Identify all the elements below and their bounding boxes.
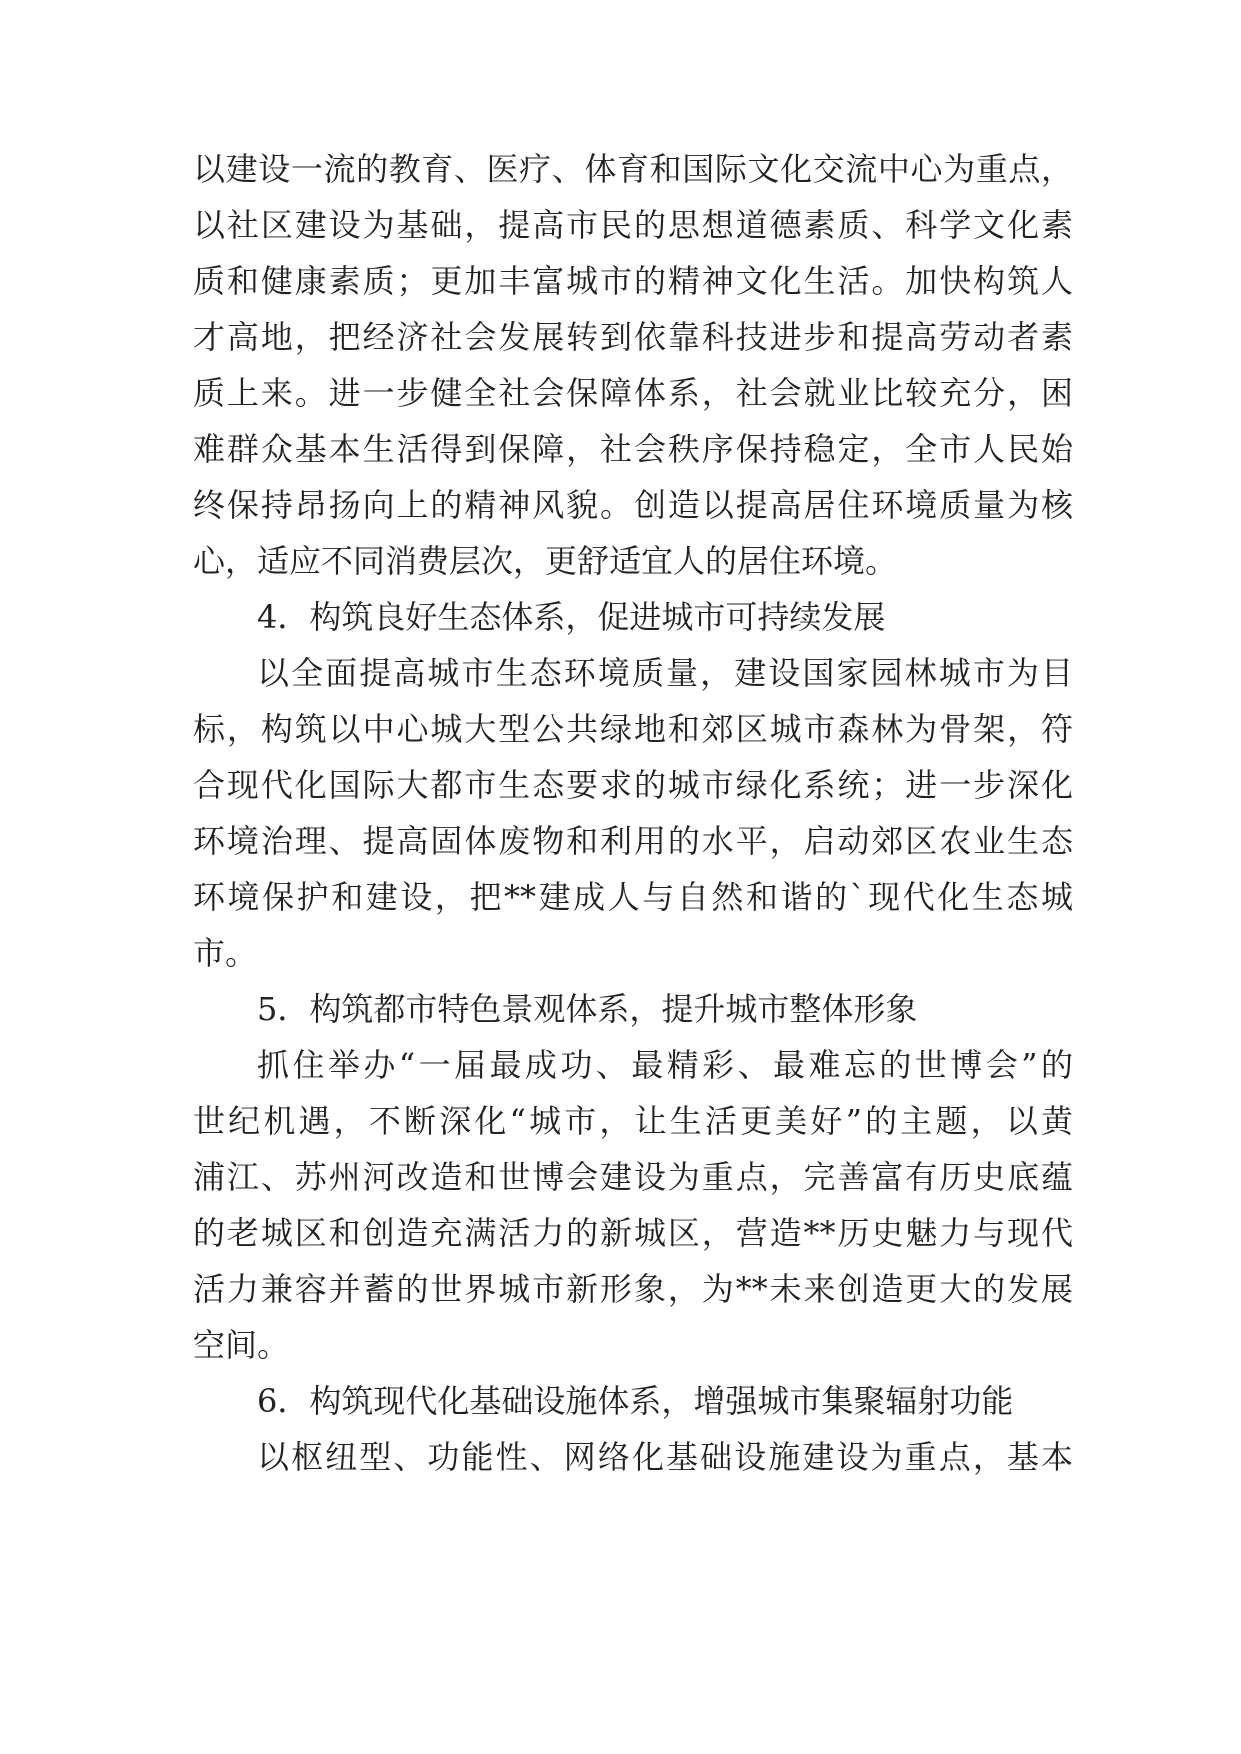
paragraph-line: 难群众基本生活得到保障，社会秩序保持稳定，全市人民始 (193, 430, 1073, 468)
paragraph-line: 活力兼容并蓄的世界城市新形象，为**未来创造更大的发展 (193, 1270, 1073, 1308)
paragraph-line: 合现代化国际大都市生态要求的城市绿化系统；进一步深化 (193, 766, 1073, 804)
paragraph-line: 标，构筑以中心城大型公共绿地和郊区城市森林为骨架，符 (193, 710, 1073, 748)
paragraph-line: 世纪机遇，不断深化“城市，让生活更美好”的主题，以黄 (193, 1102, 1073, 1140)
paragraph-line: 以社区建设为基础，提高市民的思想道德素质、科学文化素 (193, 206, 1073, 244)
paragraph-line: 抓住举办“一届最成功、最精彩、最难忘的世博会”的 (257, 1046, 1073, 1084)
paragraph-line: 质和健康素质；更加丰富城市的精神文化生活。加快构筑人 (193, 262, 1073, 300)
paragraph-line: 环境治理、提高固体废物和利用的水平，启动郊区农业生态 (193, 822, 1073, 860)
paragraph-line: 质上来。进一步健全社会保障体系，社会就业比较充分，困 (193, 374, 1073, 412)
paragraph-line: 浦江、苏州河改造和世博会建设为重点，完善富有历史底蕴 (193, 1158, 1073, 1196)
paragraph-line: 以枢纽型、功能性、网络化基础设施建设为重点，基本 (257, 1438, 1073, 1476)
paragraph-line: 的老城区和创造充满活力的新城区，营造**历史魅力与现代 (193, 1214, 1073, 1252)
paragraph-line: 心，适应不同消费层次，更舒适宜人的居住环境。 (193, 542, 898, 580)
section-heading: 4．构筑良好生态体系，促进城市可持续发展 (257, 598, 886, 636)
paragraph-line: 市。 (193, 934, 258, 972)
paragraph-line: 环境保护和建设，把**建成人与自然和谐的`现代化生态城 (193, 878, 1073, 916)
paragraph-line: 空间。 (193, 1326, 290, 1364)
section-heading: 5．构筑都市特色景观体系，提升城市整体形象 (257, 990, 918, 1028)
paragraph-line: 以全面提高城市生态环境质量，建设国家园林城市为目 (257, 654, 1073, 692)
paragraph-line: 以建设一流的教育、医疗、体育和国际文化交流中心为重点， (193, 150, 1073, 188)
paragraph-line: 终保持昂扬向上的精神风貌。创造以提高居住环境质量为核 (193, 486, 1073, 524)
section-heading: 6．构筑现代化基础设施体系，增强城市集聚辐射功能 (257, 1382, 1014, 1420)
paragraph-line: 才高地，把经济社会发展转到依靠科技进步和提高劳动者素 (193, 318, 1073, 356)
